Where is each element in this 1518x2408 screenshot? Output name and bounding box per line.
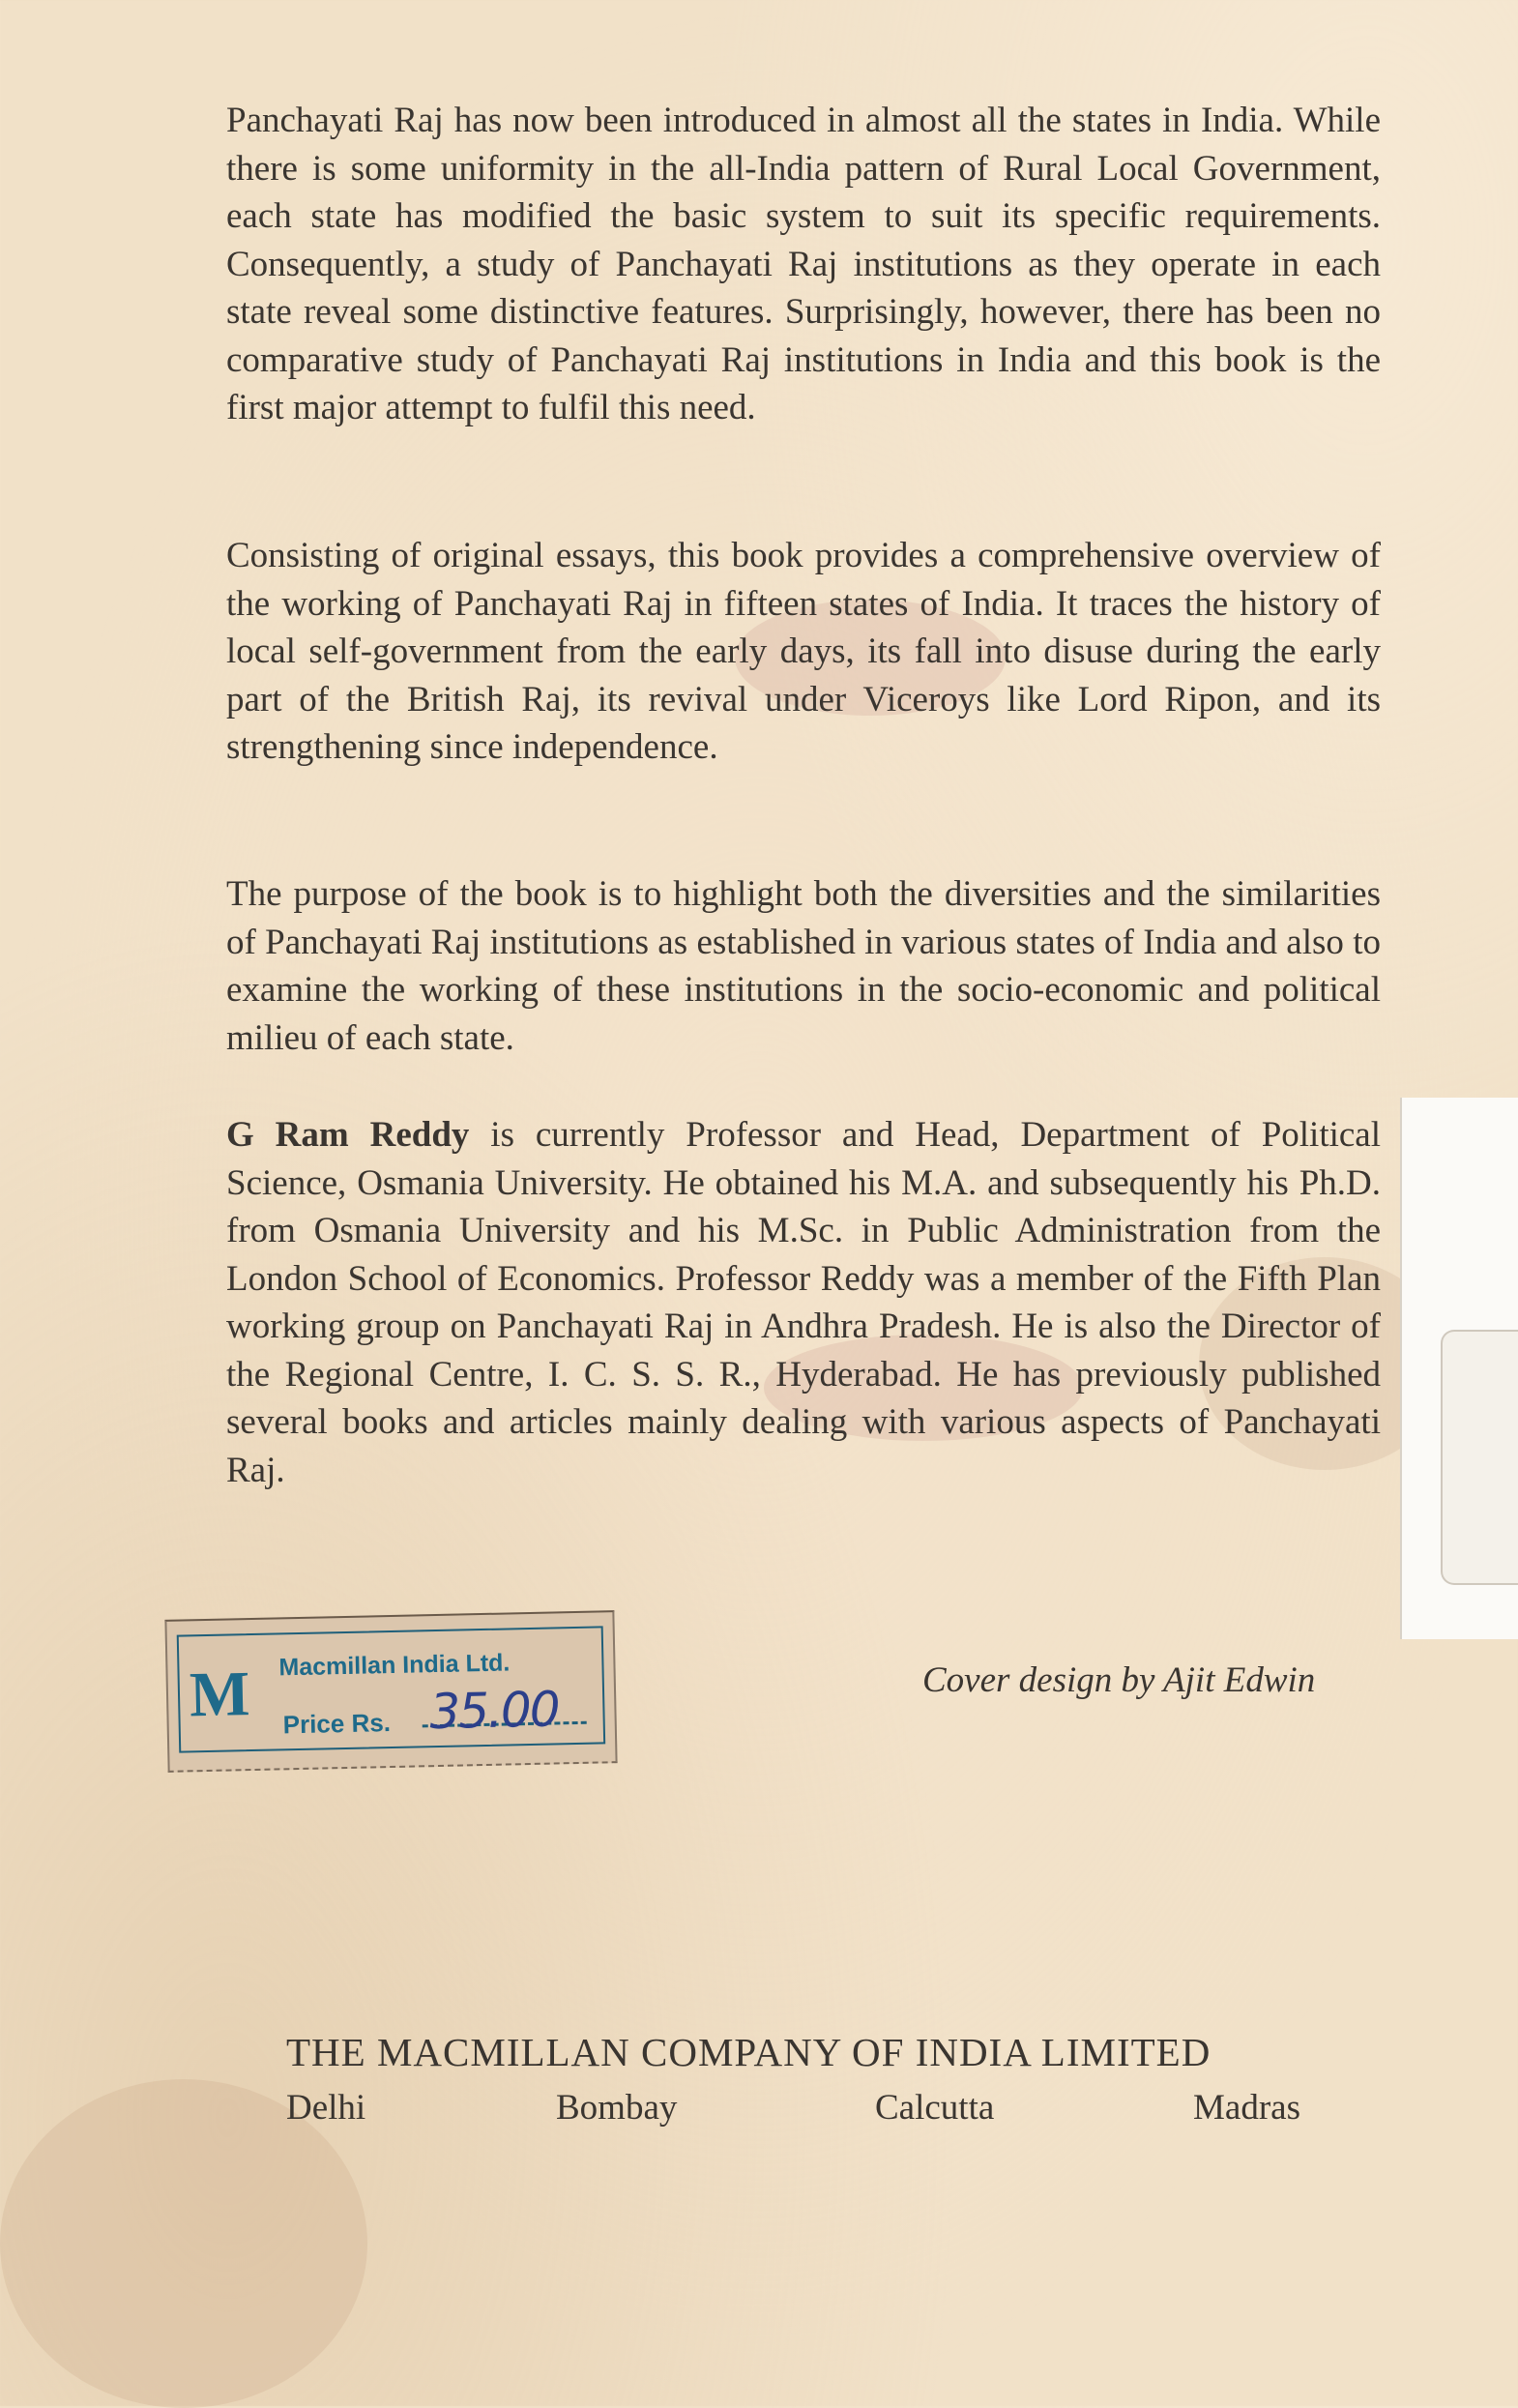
publisher-city: Delhi <box>286 2088 366 2128</box>
stamp-price-label: Price Rs. <box>282 1708 392 1740</box>
library-pocket-tab <box>1400 1098 1518 1639</box>
publisher-city: Bombay <box>556 2088 678 2128</box>
blurb-paragraph-2: Consisting of original essays, this book provides a comprehensive overview of the working of Panchayati Raj in fifteen states of India. It traces the history of local self-government from the early days, its fall into disuse during the early part of the British Raj, its revival under Viceroys like Lord Ripon, and its strengthening since independence. <box>226 536 1381 767</box>
blurb-paragraph-3: The purpose of the book is to highlight both the diversities and the similarities of Panchayati Raj institutions as established in various states of India and also to examine the working of these institutions in the socio-economic and political milieu of each state. <box>226 874 1381 1058</box>
author-name: G Ram Reddy <box>226 1115 470 1155</box>
blurb-paragraph-1: Panchayati Raj has now been introduced in almost all the states in India. While there is some uniformity in the all-India pattern of Rural Local Government, each state has modified the basic system to suit its specific requirements. Consequently, a study of Panchayati Raj institutions as they operate in each state reveal some distinctive features. Surprisingly, however, there has been no comparative study of Panchayati Raj institutions in India and this book is the first major attempt to fulfil this need. <box>226 101 1381 427</box>
age-stain <box>0 2079 367 2408</box>
cover-design-credit: Cover design by Ajit Edwin <box>922 1660 1316 1700</box>
tab-notch <box>1441 1330 1518 1585</box>
publisher-city: Madras <box>1193 2088 1300 2128</box>
macmillan-logo: M <box>189 1659 251 1731</box>
publisher-city: Calcutta <box>875 2088 995 2128</box>
publisher-name: THE MACMILLAN COMPANY OF INDIA LIMITED <box>286 2030 1211 2074</box>
author-bio <box>226 1111 1381 1494</box>
stamp-price-value: 35.00 <box>428 1681 560 1741</box>
stamp-company: Macmillan India Ltd. <box>278 1649 511 1682</box>
price-stamp <box>164 1610 617 1773</box>
author-bio-text: is currently Professor and Head, Department of Political Science, Osmania University. He obtained his M.A. and subsequently his Ph.D. from Osmania University and his M.Sc. in Public Administration from the London School of Economics. Professor Reddy was a member of the Fifth Plan working group on Panchayati Raj in Andhra Pradesh. He is also the Director of the Regional Centre, I. C. S. S. R., Hyderabad. He has previously published several books and articles mainly dealing with various aspects of Panchayati Raj. <box>226 1115 1382 1490</box>
